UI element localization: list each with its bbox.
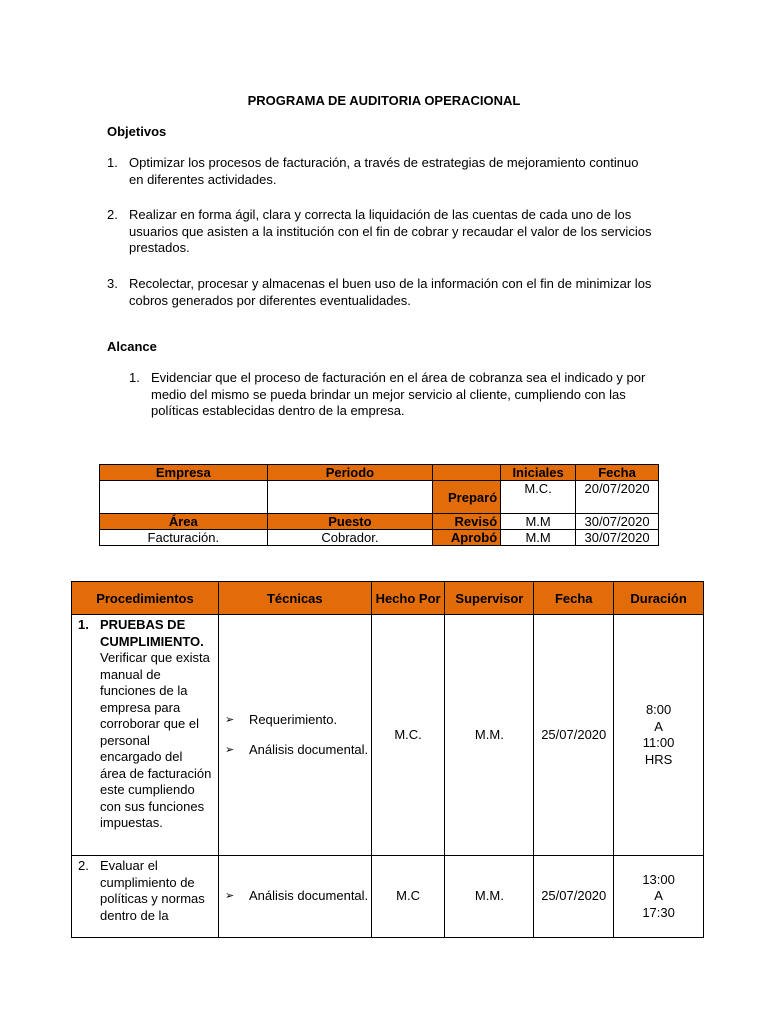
- objective-item-2: [107, 207, 655, 257]
- table-row: [72, 615, 704, 856]
- blank-header: [433, 465, 501, 481]
- duration-end: 11:00: [642, 735, 675, 750]
- procedure-text: Evaluar el cumplimiento de políticas y normas dentro de la: [100, 858, 205, 923]
- techniques-cell: [218, 615, 371, 856]
- list-item: [225, 742, 371, 759]
- duration-start: 13:00: [642, 871, 675, 887]
- objective-number: 1.: [107, 155, 118, 170]
- objective-text: Realizar en forma ágil, clara y correcta la liquidación de las cuentas de cada uno de los usuarios que asisten a la institución con el fin de cobrar y recaudar el valor de los servicios prestados.: [129, 207, 652, 255]
- approved-label: Aprobó: [433, 530, 501, 546]
- area-value: Facturación.: [100, 530, 268, 546]
- procedimientos-header: Procedimientos: [72, 582, 219, 615]
- arrow-bullet-icon: ➢: [224, 714, 235, 726]
- scope-item-1: [129, 370, 664, 420]
- arrow-bullet-icon: ➢: [224, 743, 235, 756]
- objectives-heading: Objetivos: [107, 124, 167, 139]
- technique-text: Análisis documental.: [248, 741, 369, 757]
- list-item: [225, 712, 371, 729]
- empresa-header: Empresa: [100, 465, 268, 481]
- supervisor-value: M.M.: [445, 856, 534, 938]
- prepared-label: Preparó: [433, 481, 501, 514]
- technique-text: Requerimiento.: [248, 712, 338, 727]
- empresa-value: [100, 481, 268, 514]
- puesto-header: Puesto: [267, 514, 433, 530]
- procedure-number: 1.: [78, 617, 89, 632]
- duracion-header: Duración: [614, 582, 704, 615]
- techniques-cell: [218, 856, 371, 938]
- list-item: [225, 888, 371, 905]
- objective-item-1: [107, 155, 655, 188]
- duracion-value: [614, 615, 704, 856]
- info-table: [99, 464, 659, 546]
- approved-date: 30/07/2020: [576, 530, 659, 546]
- duration-unit: HRS: [644, 751, 673, 767]
- fecha-value: 25/07/2020: [534, 856, 614, 938]
- fecha-value: 25/07/2020: [534, 615, 614, 856]
- procedure-text: Verificar que exista manual de funciones de la empresa para corroborar que el personal encargado del área de facturación este cumpliendo con sus funciones impuestas.: [100, 650, 212, 830]
- duration-separator: A: [654, 718, 663, 734]
- reviewed-initials: M.M: [501, 514, 576, 530]
- duracion-value: [614, 856, 704, 938]
- periodo-value: [267, 481, 433, 514]
- arrow-bullet-icon: ➢: [224, 890, 235, 903]
- scope-number: 1.: [129, 370, 140, 385]
- procedure-cell: [72, 615, 219, 856]
- iniciales-header: Iniciales: [501, 465, 576, 481]
- puesto-value: Cobrador.: [267, 530, 433, 546]
- page-title: PROGRAMA DE AUDITORIA OPERACIONAL: [247, 93, 521, 108]
- objective-number: 2.: [107, 207, 118, 222]
- objective-item-3: [107, 276, 655, 309]
- objective-text: Optimizar los procesos de facturación, a través de estrategias de mejoramiento continuo en diferentes actividades.: [129, 155, 639, 187]
- procedures-table: [71, 581, 704, 938]
- hecho-por-value: M.C.: [371, 615, 445, 856]
- table-row: [72, 856, 704, 938]
- procedure-number: 2.: [78, 858, 89, 873]
- hecho-por-header: Hecho Por: [371, 582, 445, 615]
- area-header: Área: [100, 514, 268, 530]
- duration-end: 17:30: [642, 904, 675, 920]
- supervisor-header: Supervisor: [445, 582, 534, 615]
- technique-text: Análisis documental.: [248, 888, 369, 904]
- prepared-initials: M.C.: [501, 481, 576, 514]
- prepared-date: 20/07/2020: [576, 481, 659, 514]
- reviewed-date: 30/07/2020: [576, 514, 659, 530]
- supervisor-value: M.M.: [445, 615, 534, 856]
- scope-text: Evidenciar que el proceso de facturación en el área de cobranza sea el indicado y por medio del mismo se pueda brindar un mejor servicio al cliente, cumpliendo con las políticas establecidas dentro de la empresa.: [151, 370, 646, 418]
- procedure-cell: [72, 856, 219, 938]
- fecha-header: Fecha: [534, 582, 614, 615]
- scope-heading: Alcance: [107, 339, 157, 354]
- procedure-title: PRUEBAS DE CUMPLIMIENTO.: [100, 617, 204, 649]
- fecha-header: Fecha: [576, 465, 659, 481]
- objective-number: 3.: [107, 276, 118, 291]
- reviewed-label: Revisó: [433, 514, 501, 530]
- objective-text: Recolectar, procesar y almacenas el buen uso de la información con el fin de minimizar los cobros generados por diferentes eventualidades.: [129, 276, 652, 308]
- duration-separator: A: [654, 888, 663, 904]
- approved-initials: M.M: [501, 530, 576, 546]
- periodo-header: Periodo: [267, 465, 433, 481]
- tecnicas-header: Técnicas: [218, 582, 371, 615]
- hecho-por-value: M.C: [371, 856, 445, 938]
- duration-start: 8:00: [645, 702, 672, 717]
